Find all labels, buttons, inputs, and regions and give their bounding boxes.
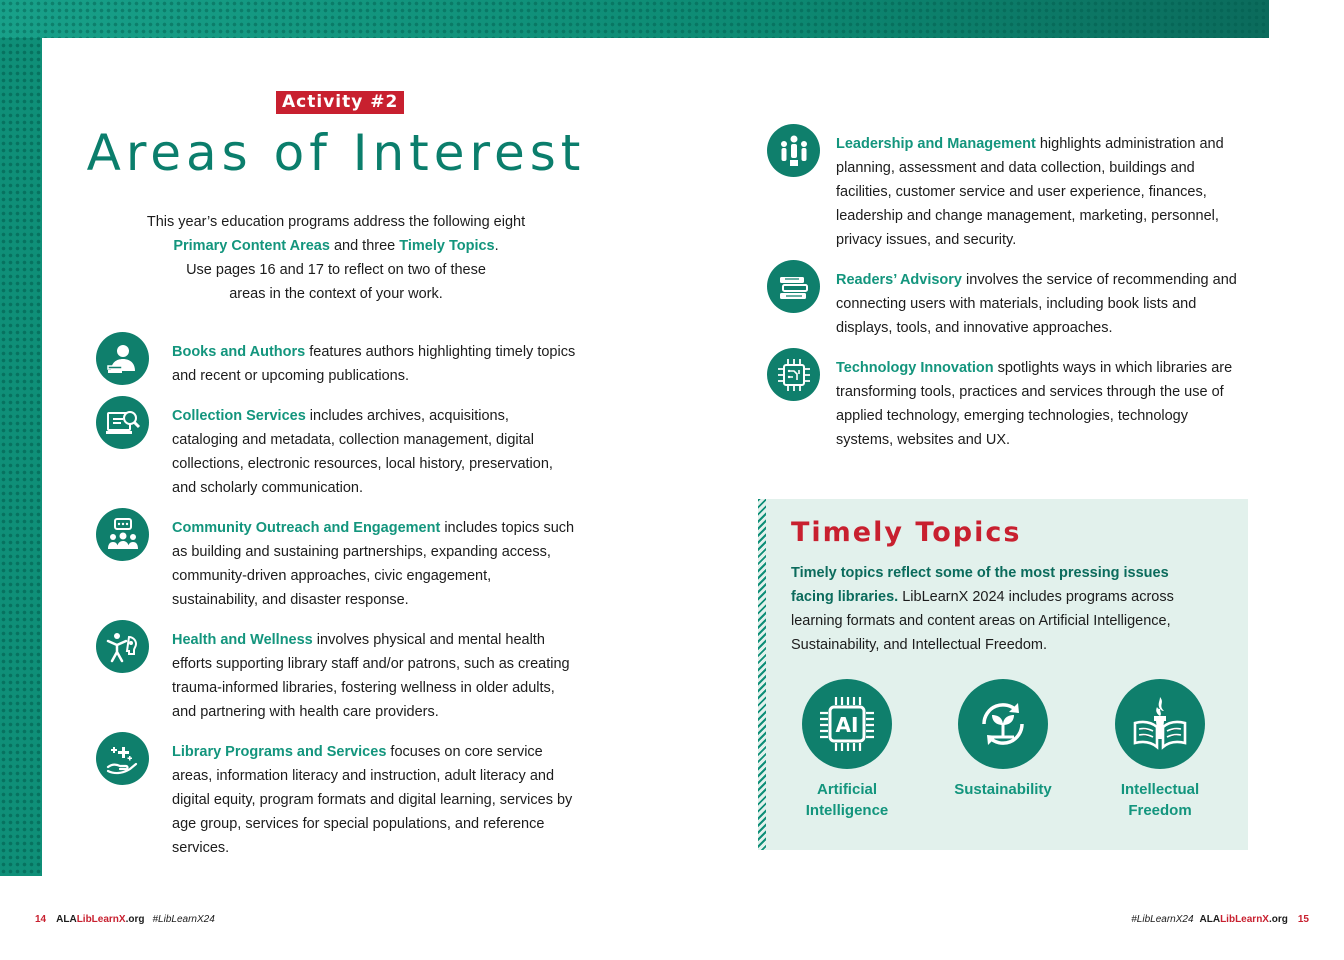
area-name: Leadership and Management — [836, 136, 1036, 152]
book-stack-icon — [767, 260, 820, 313]
area-name: Books and Authors — [172, 344, 306, 360]
page-number-right: 15 — [1297, 914, 1309, 925]
topic-label-line: Intellectual — [1120, 781, 1200, 798]
area-collection-services — [96, 404, 576, 500]
ai-chip-text: AI — [835, 713, 859, 737]
timely-topics-title: Timely Topics — [791, 517, 1022, 548]
area-description: highlights administration and planning, assessment and data collection, buildings and facilities, customer service and user experience, finances, leadership and change management, marketing, personnel, privacy issues, and security. — [836, 136, 1224, 248]
area-description: involves the service of recommending and connecting users with materials, including book lists and displays, tools, and innovative approaches. — [836, 272, 1237, 336]
timely-topics-highlight: Timely Topics — [399, 238, 495, 254]
topic-label — [928, 779, 1078, 800]
intro-paragraph — [100, 210, 572, 306]
community-chat-icon — [96, 508, 149, 561]
area-name: Readers’ Advisory — [836, 272, 962, 288]
area-readers-advisory — [767, 268, 1242, 340]
topic-label-line: Freedom — [1128, 802, 1192, 819]
wellness-icon — [96, 620, 149, 673]
topic-artificial-intelligence — [772, 679, 922, 821]
timely-topics-description: LibLearnX 2024 includes programs across learning formats and content areas on Artificial Intelligence, Sustainability, and Intellectual Freedom. — [791, 589, 1174, 653]
area-description: includes archives, acquisitions, cataloging and metadata, collection management, digital collections, electronic resources, local history, preservation, and scholarly communication. — [172, 408, 553, 496]
area-description: spotlights ways in which libraries are transforming tools, practices and services through the use of applied technology, emerging technologies, technology systems, websites and UX. — [836, 360, 1233, 448]
timely-topics-panel — [758, 499, 1248, 850]
brand-prefix: ALA — [1199, 914, 1221, 925]
brand-suffix: .org — [1268, 914, 1288, 925]
brand-mid: LibLearnX — [76, 914, 126, 925]
topic-sustainability — [928, 679, 1078, 800]
topic-label-line: Intelligence — [805, 802, 889, 819]
page-number-left: 14 — [35, 914, 47, 925]
reader-icon — [96, 332, 149, 385]
timely-topics-body — [791, 561, 1211, 657]
search-catalog-icon — [96, 396, 149, 449]
area-description: focuses on core service areas, information literacy and instruction, adult literacy and digital equity, program formats and digital learning, services by age group, services for special populations, and reference services. — [172, 744, 573, 856]
decorative-frame-top — [0, 0, 1269, 38]
ai-chip-icon — [802, 679, 892, 769]
area-community-outreach — [96, 516, 576, 612]
area-leadership-and-management — [767, 132, 1242, 252]
panel-stripe — [758, 499, 766, 850]
intro-line-2 — [100, 234, 572, 258]
area-description: includes topics such as building and sustaining partnerships, expanding access, community-driven approaches, civic engagement, sustainability, and disaster response. — [172, 520, 575, 608]
area-name: Collection Services — [172, 408, 306, 424]
brand-link-right[interactable] — [1200, 914, 1288, 925]
topic-label — [772, 779, 922, 821]
topic-intellectual-freedom — [1085, 679, 1235, 821]
primary-content-areas-highlight: Primary Content Areas — [173, 238, 330, 254]
intro-period: . — [494, 238, 499, 254]
topic-label-line: Sustainability — [954, 781, 1052, 798]
page-title: Areas of Interest — [86, 124, 586, 182]
brand-suffix: .org — [125, 914, 145, 925]
hashtag-left: #LibLearnX24 — [152, 914, 215, 925]
area-name: Health and Wellness — [172, 632, 313, 648]
brand-prefix: ALA — [56, 914, 77, 925]
decorative-frame-left — [0, 0, 42, 876]
intro-line-1: This year’s education programs address the following eight — [146, 214, 526, 230]
area-name: Technology Innovation — [836, 360, 994, 376]
footer-left — [35, 914, 215, 925]
area-health-and-wellness — [96, 628, 576, 724]
hashtag-right: #LibLearnX24 — [1131, 914, 1194, 925]
footer-right — [1131, 914, 1309, 925]
timely-topics-lead: Timely topics reflect some of the most pressing issues facing libraries. — [791, 565, 1169, 605]
topic-label — [1085, 779, 1235, 821]
intro-line-4: areas in the context of your work. — [229, 286, 443, 302]
area-name: Library Programs and Services — [172, 744, 387, 760]
torch-book-icon — [1115, 679, 1205, 769]
area-description: features authors highlighting timely topics and recent or upcoming publications. — [172, 344, 576, 384]
sprout-cycle-icon — [958, 679, 1048, 769]
area-library-programs — [96, 740, 576, 860]
area-description: involves physical and mental health efforts supporting library staff and/or patrons, such as creating trauma-informed libraries, fostering wellness in older adults, and partnering with health care providers. — [172, 632, 570, 720]
intro-line-3: Use pages 16 and 17 to reflect on two of these — [186, 262, 486, 278]
area-technology-innovation — [767, 356, 1242, 452]
brand-link-left[interactable] — [56, 914, 144, 925]
activity-badge: Activity #2 — [276, 91, 404, 114]
intro-and-three: and three — [329, 238, 400, 254]
area-books-and-authors — [96, 340, 576, 388]
area-name: Community Outreach and Engagement — [172, 520, 441, 536]
hand-plus-icon — [96, 732, 149, 785]
brand-mid: LibLearnX — [1220, 914, 1269, 925]
circuit-chip-icon — [767, 348, 820, 401]
people-group-icon — [767, 124, 820, 177]
topic-label-line: Artificial — [816, 781, 877, 798]
